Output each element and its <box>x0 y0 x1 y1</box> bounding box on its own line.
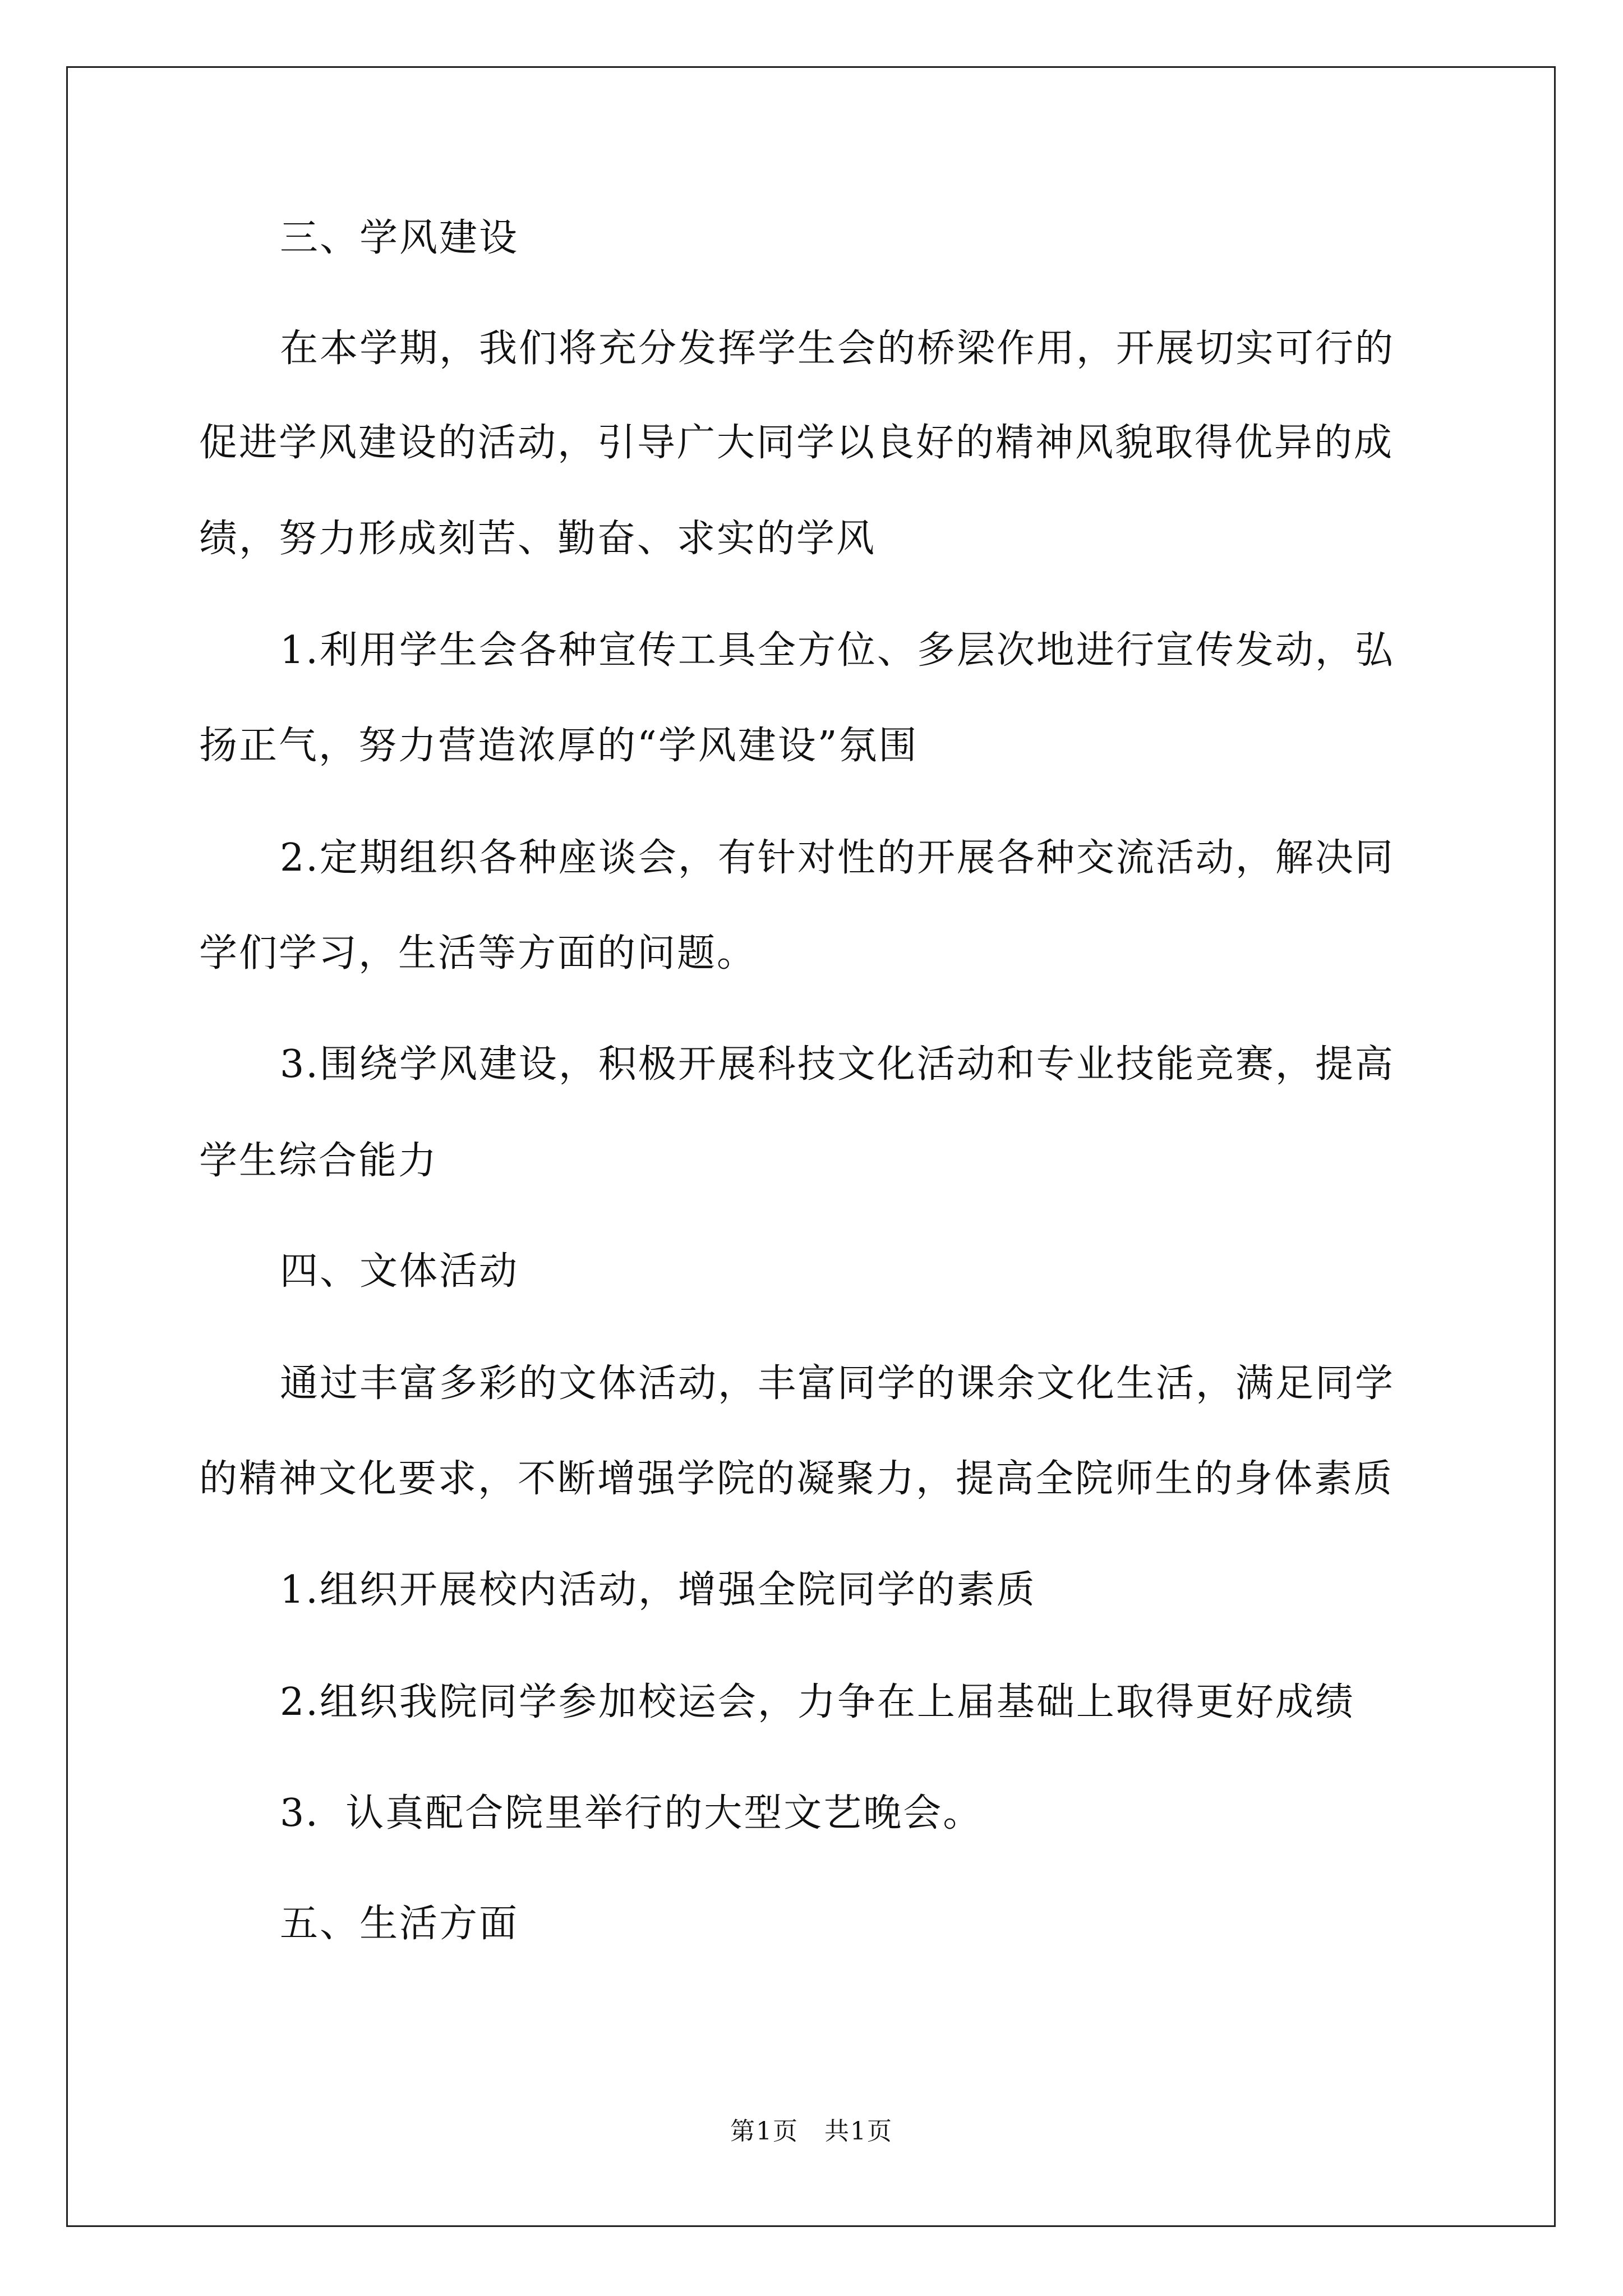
page-number-footer: 第1页 共1页 <box>730 2117 893 2146</box>
section-heading-3: 三、学风建设 <box>280 216 519 260</box>
list-item-line: 3．认真配合院里举行的大型文艺晚会。 <box>280 1791 983 1835</box>
paragraph-line: 绩，努力形成刻苦、勤奋、求实的学风 <box>199 517 877 561</box>
list-item-line: 学生综合能力 <box>199 1139 439 1183</box>
paragraph-line: 的精神文化要求，不断增强学院的凝聚力，提高全院师生的身体素质 <box>199 1457 1394 1501</box>
list-item-line: 1.组织开展校内活动，增强全院同学的素质 <box>280 1568 1036 1612</box>
list-item-line: 2.定期组织各种座谈会，有针对性的开展各种交流活动，解决同 <box>280 836 1395 880</box>
list-item-line: 扬正气，努力营造浓厚的“学风建设”氛围 <box>199 724 919 768</box>
paragraph-line: 在本学期，我们将充分发挥学生会的桥梁作用，开展切实可行的 <box>280 326 1395 371</box>
list-item-line: 2.组织我院同学参加校运会，力争在上届基础上取得更好成绩 <box>280 1680 1355 1724</box>
list-item-line: 3.围绕学风建设，积极开展科技文化活动和专业技能竞赛，提高 <box>280 1042 1395 1087</box>
paragraph-line: 促进学风建设的活动，引导广大同学以良好的精神风貌取得优异的成 <box>199 421 1394 465</box>
list-item-line: 学们学习，生活等方面的问题。 <box>199 931 757 976</box>
list-item-line: 1.利用学生会各种宣传工具全方位、多层次地进行宣传发动，弘 <box>280 628 1395 673</box>
section-heading-5: 五、生活方面 <box>280 1902 519 1946</box>
paragraph-line: 通过丰富多彩的文体活动，丰富同学的课余文化生活，满足同学 <box>280 1361 1395 1406</box>
section-heading-4: 四、文体活动 <box>280 1249 519 1294</box>
